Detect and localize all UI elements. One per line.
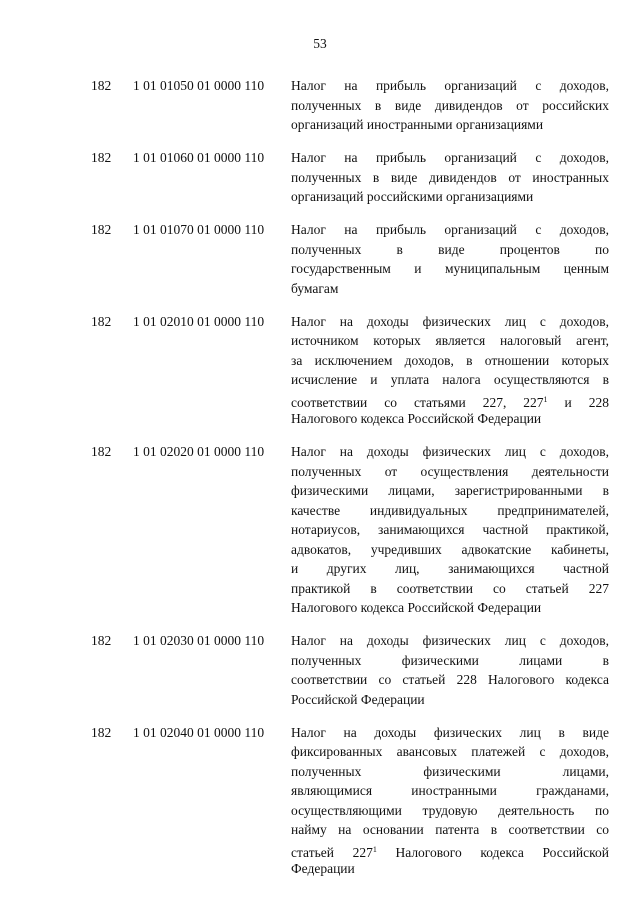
table-row xyxy=(0,442,640,618)
budget-classification-code: 1 01 02010 01 0000 110 xyxy=(133,313,265,329)
description-line: статьей $227^1$ Налогового кодекса Российской xyxy=(291,844,609,860)
description-line: полученных в виде дивидендов от российских xyxy=(291,97,609,113)
admin-code: 182 xyxy=(91,633,112,648)
budget-classification-code: 1 01 02030 01 0000 110 xyxy=(133,633,265,648)
description-line: адвокатов, учредивших адвокатские кабинеты, xyxy=(291,541,609,557)
description-line: полученных от осуществления деятельности xyxy=(291,463,609,479)
description-line: и других лиц, занимающихся частной xyxy=(291,561,609,576)
income-description xyxy=(291,312,609,429)
table-row xyxy=(0,631,640,709)
description-line: Налогового кодекса Российской Федерации xyxy=(291,411,542,426)
table-row xyxy=(0,220,640,298)
description-line: качестве индивидуальных предпринимателей, xyxy=(291,502,609,518)
description-line: за исключением доходов, в отношении которых xyxy=(291,352,609,368)
description-line: полученных физическими лицами, xyxy=(291,763,609,779)
description-line: организаций российскими организациями xyxy=(291,189,534,204)
budget-classification-code: 1 01 01050 01 0000 110 xyxy=(133,78,265,93)
admin-code: 182 xyxy=(91,313,112,329)
admin-code: 182 xyxy=(91,150,112,165)
description-line: бумагам xyxy=(291,280,339,296)
description-line: Налог на прибыль организаций с доходов, xyxy=(291,78,609,93)
description-line: организаций иностранными организациями xyxy=(291,117,544,132)
income-description xyxy=(291,148,609,207)
page-number: 53 xyxy=(313,36,327,51)
description-line: источником которых является налоговый агент, xyxy=(291,333,609,348)
description-line: нотариусов, занимающихся частной практикой, xyxy=(291,522,609,537)
budget-classification-code: 1 01 01060 01 0000 110 xyxy=(133,150,265,165)
description-line: Налог на доходы физических лиц с доходов, xyxy=(291,633,609,648)
superscript-index: 1 xyxy=(543,394,548,404)
income-description xyxy=(291,76,609,135)
budget-classification-code: 1 01 02020 01 0000 110 xyxy=(133,444,265,459)
description-line: осуществляющими трудовую деятельность по xyxy=(291,802,609,818)
table-row xyxy=(0,76,640,135)
income-description xyxy=(291,442,609,618)
description-line: Налог на доходы физических лиц с доходов, xyxy=(291,444,609,459)
description-line: полученных в виде процентов по xyxy=(291,241,609,257)
description-line: Налогового кодекса Российской Федерации xyxy=(291,600,542,615)
income-description xyxy=(291,220,609,298)
table-row xyxy=(0,312,640,429)
income-description xyxy=(291,631,609,709)
description-line: полученных в виде дивидендов от иностранных xyxy=(291,169,609,185)
admin-code: 182 xyxy=(91,222,112,237)
description-line: соответствии со статьей 228 Налогового кодекса xyxy=(291,672,609,687)
admin-code: 182 xyxy=(91,78,112,93)
table-row xyxy=(0,148,640,207)
admin-code: 182 xyxy=(91,444,112,459)
description-line: практикой в соответствии со статьей 227 xyxy=(291,580,609,596)
description-line: исчисление и уплата налога осуществляются в xyxy=(291,372,609,387)
description-line: найму на основании патента в соответствии со xyxy=(291,822,609,837)
description-line: Российской Федерации xyxy=(291,691,425,707)
description-line: Налог на прибыль организаций с доходов, xyxy=(291,222,609,237)
description-line: являющимися иностранными гражданами, xyxy=(291,783,609,798)
table-row xyxy=(0,723,640,879)
income-description xyxy=(291,723,609,879)
description-line: физическими лицами, зарегистрированными в xyxy=(291,483,609,498)
description-line: фиксированных авансовых платежей с доходов, xyxy=(291,744,609,759)
description-line: Налог на доходы физических лиц в виде xyxy=(291,724,609,740)
admin-code: 182 xyxy=(91,724,112,740)
description-line: соответствии со статьями 227, $227^1$ и 228 xyxy=(291,394,609,410)
description-line: Налог на доходы физических лиц с доходов, xyxy=(291,313,609,329)
description-line: Налог на прибыль организаций с доходов, xyxy=(291,150,609,165)
budget-classification-code: 1 01 01070 01 0000 110 xyxy=(133,222,265,237)
superscript-index: 1 xyxy=(372,844,377,854)
budget-classification-code: 1 01 02040 01 0000 110 xyxy=(133,724,265,740)
description-line: полученных физическими лицами в xyxy=(291,652,609,668)
description-line: Федерации xyxy=(291,861,355,876)
description-line: государственным и муниципальным ценным xyxy=(291,261,609,276)
